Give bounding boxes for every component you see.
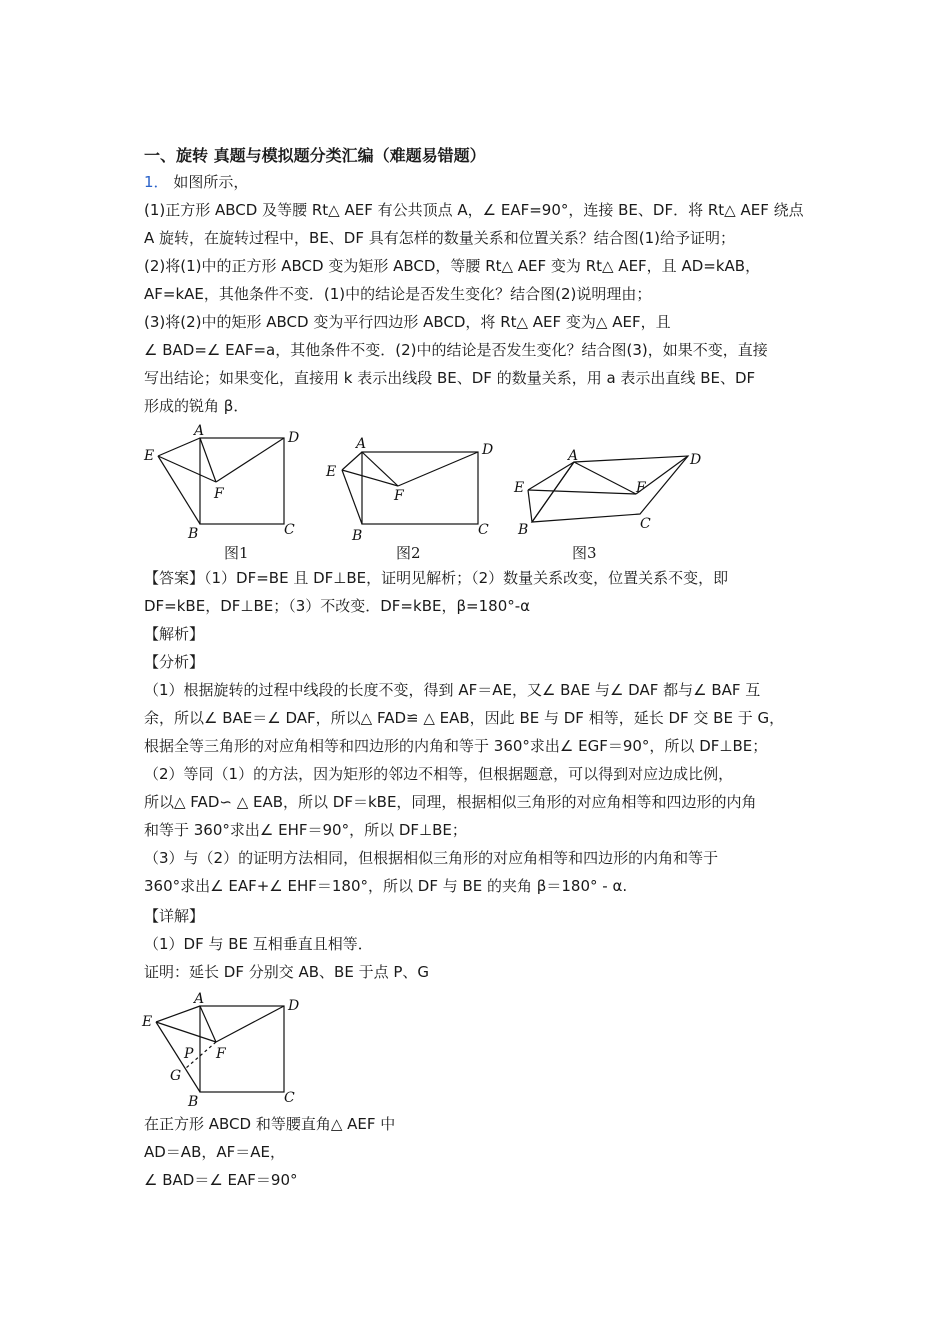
label-f: F <box>214 486 224 502</box>
label-d: D <box>690 452 702 468</box>
question-line: (2)将(1)中的正方形 ABCD 变为矩形 ABCD，等腰 Rt△ AEF 变为 Rt△ AEF，且 AD=kAB， <box>144 257 761 275</box>
label-b: B <box>188 526 199 542</box>
detail-line: 证明：延长 DF 分别交 AB、BE 于点 P、G <box>144 963 430 981</box>
analysis-line: （2）等同（1）的方法，因为矩形的邻边不相等，但根据题意，可以得到对应边成比例， <box>144 765 734 783</box>
label-c: C <box>640 516 651 532</box>
proof-line: 在正方形 ABCD 和等腰直角△ AEF 中 <box>144 1115 396 1133</box>
label-f: F <box>394 488 404 504</box>
figure-1 <box>140 420 320 554</box>
question-line: 形成的锐角 β． <box>144 397 249 415</box>
question-line: AF=kAE，其他条件不变．(1)中的结论是否发生变化？结合图(2)说明理由； <box>144 285 652 303</box>
figure-2-caption: 图2 <box>396 544 421 562</box>
label-c: C <box>478 522 489 538</box>
question-line: (1)正方形 ABCD 及等腰 Rt△ AEF 有公共顶点 A，∠ EAF=90°，连接 BE、DF．将 Rt△ AEF 绕点 <box>144 201 804 219</box>
label-f: F <box>636 480 646 496</box>
answer-line: DF=kBE，DF⊥BE；（3）不改变．DF=kBE，β=180°-α <box>144 597 531 615</box>
question-line: A 旋转，在旋转过程中，BE、DF 具有怎样的数量关系和位置关系？结合图(1)给予证明； <box>144 229 735 247</box>
detail-line: （1）DF 与 BE 互相垂直且相等． <box>144 935 373 953</box>
label-c: C <box>284 1090 295 1106</box>
proof-line: AD＝AB，AF＝AE， <box>144 1143 285 1161</box>
figure-3 <box>510 444 710 548</box>
analysis-line: 所以△ FAD∽ △ EAB，所以 DF＝kBE，同理，根据相似三角形的对应角相等和四边形的内角 <box>144 793 757 811</box>
figure-1-caption: 图1 <box>224 544 249 562</box>
question-line: (3)将(2)中的矩形 ABCD 变为平行四边形 ABCD，将 Rt△ AEF 变为△ AEF，且 <box>144 313 671 331</box>
question-intro-line <box>144 172 248 192</box>
label-f: F <box>216 1046 226 1062</box>
section-title: 一、旋转 真题与模拟题分类汇编（难题易错题） <box>144 146 486 165</box>
label-g: G <box>170 1068 182 1084</box>
label-b: B <box>188 1094 199 1110</box>
square-abcd <box>200 1006 284 1092</box>
rectangle-abcd <box>362 452 478 524</box>
answer-line: 【答案】（1）DF=BE 且 DF⊥BE，证明见解析；（2）数量关系改变，位置关系不变，即 <box>144 569 729 587</box>
label-d: D <box>288 998 300 1014</box>
figure-3-diagram <box>510 444 710 544</box>
fenxi-label: 【分析】 <box>144 653 205 671</box>
label-c: C <box>284 522 295 538</box>
proof-line: ∠ BAD＝∠ EAF＝90° <box>144 1171 298 1189</box>
figure-1-diagram <box>140 420 320 550</box>
question-line: ∠ BAD=∠ EAF=a，其他条件不变．(2)中的结论是否发生变化？结合图(3)，如果不变，直接 <box>144 341 768 359</box>
analysis-line: （3）与（2）的证明方法相同，但根据相似三角形的对应角相等和四边形的内角和等于 <box>144 849 719 867</box>
label-d: D <box>288 430 300 446</box>
label-e: E <box>144 448 155 464</box>
label-e: E <box>142 1014 153 1030</box>
figure-4-diagram <box>140 990 320 1110</box>
question-number: 1． <box>144 173 169 191</box>
jiexi-label: 【解析】 <box>144 625 205 643</box>
analysis-line: 360°求出∠ EAF+∠ EHF＝180°，所以 DF 与 BE 的夹角 β＝180° - α. <box>144 877 628 895</box>
question-line: 写出结论；如果变化，直接用 k 表示出线段 BE、DF 的数量关系，用 a 表示出直线 BE、DF <box>144 369 756 387</box>
analysis-line: 余，所以∠ BAE＝∠ DAF，所以△ FAD≌ △ EAB，因此 BE 与 DF 相等，延长 DF 交 BE 于 G， <box>144 709 785 727</box>
figure-4 <box>140 990 320 1114</box>
question-intro: 如图所示， <box>173 173 249 191</box>
analysis-line: （1）根据旋转的过程中线段的长度不变，得到 AF＝AE，又∠ BAE 与∠ DAF 都与∠ BAF 互 <box>144 681 761 699</box>
label-a: A <box>356 436 367 452</box>
label-e: E <box>326 464 337 480</box>
label-p: P <box>184 1046 194 1062</box>
label-a: A <box>194 991 205 1007</box>
xiangjie-label: 【详解】 <box>144 907 205 925</box>
analysis-line: 和等于 360°求出∠ EHF＝90°，所以 DF⊥BE； <box>144 821 467 839</box>
analysis-line: 根据全等三角形的对应角相等和四边形的内角和等于 360°求出∠ EGF＝90°，所以 DF⊥BE； <box>144 737 768 755</box>
figure-3-caption: 图3 <box>572 544 597 562</box>
label-a: A <box>568 448 579 464</box>
figure-2 <box>320 430 500 554</box>
label-d: D <box>482 442 494 458</box>
figure-2-diagram <box>320 430 500 550</box>
label-b: B <box>352 528 363 544</box>
label-b: B <box>518 522 529 538</box>
label-a: A <box>194 423 205 439</box>
label-e: E <box>514 480 525 496</box>
